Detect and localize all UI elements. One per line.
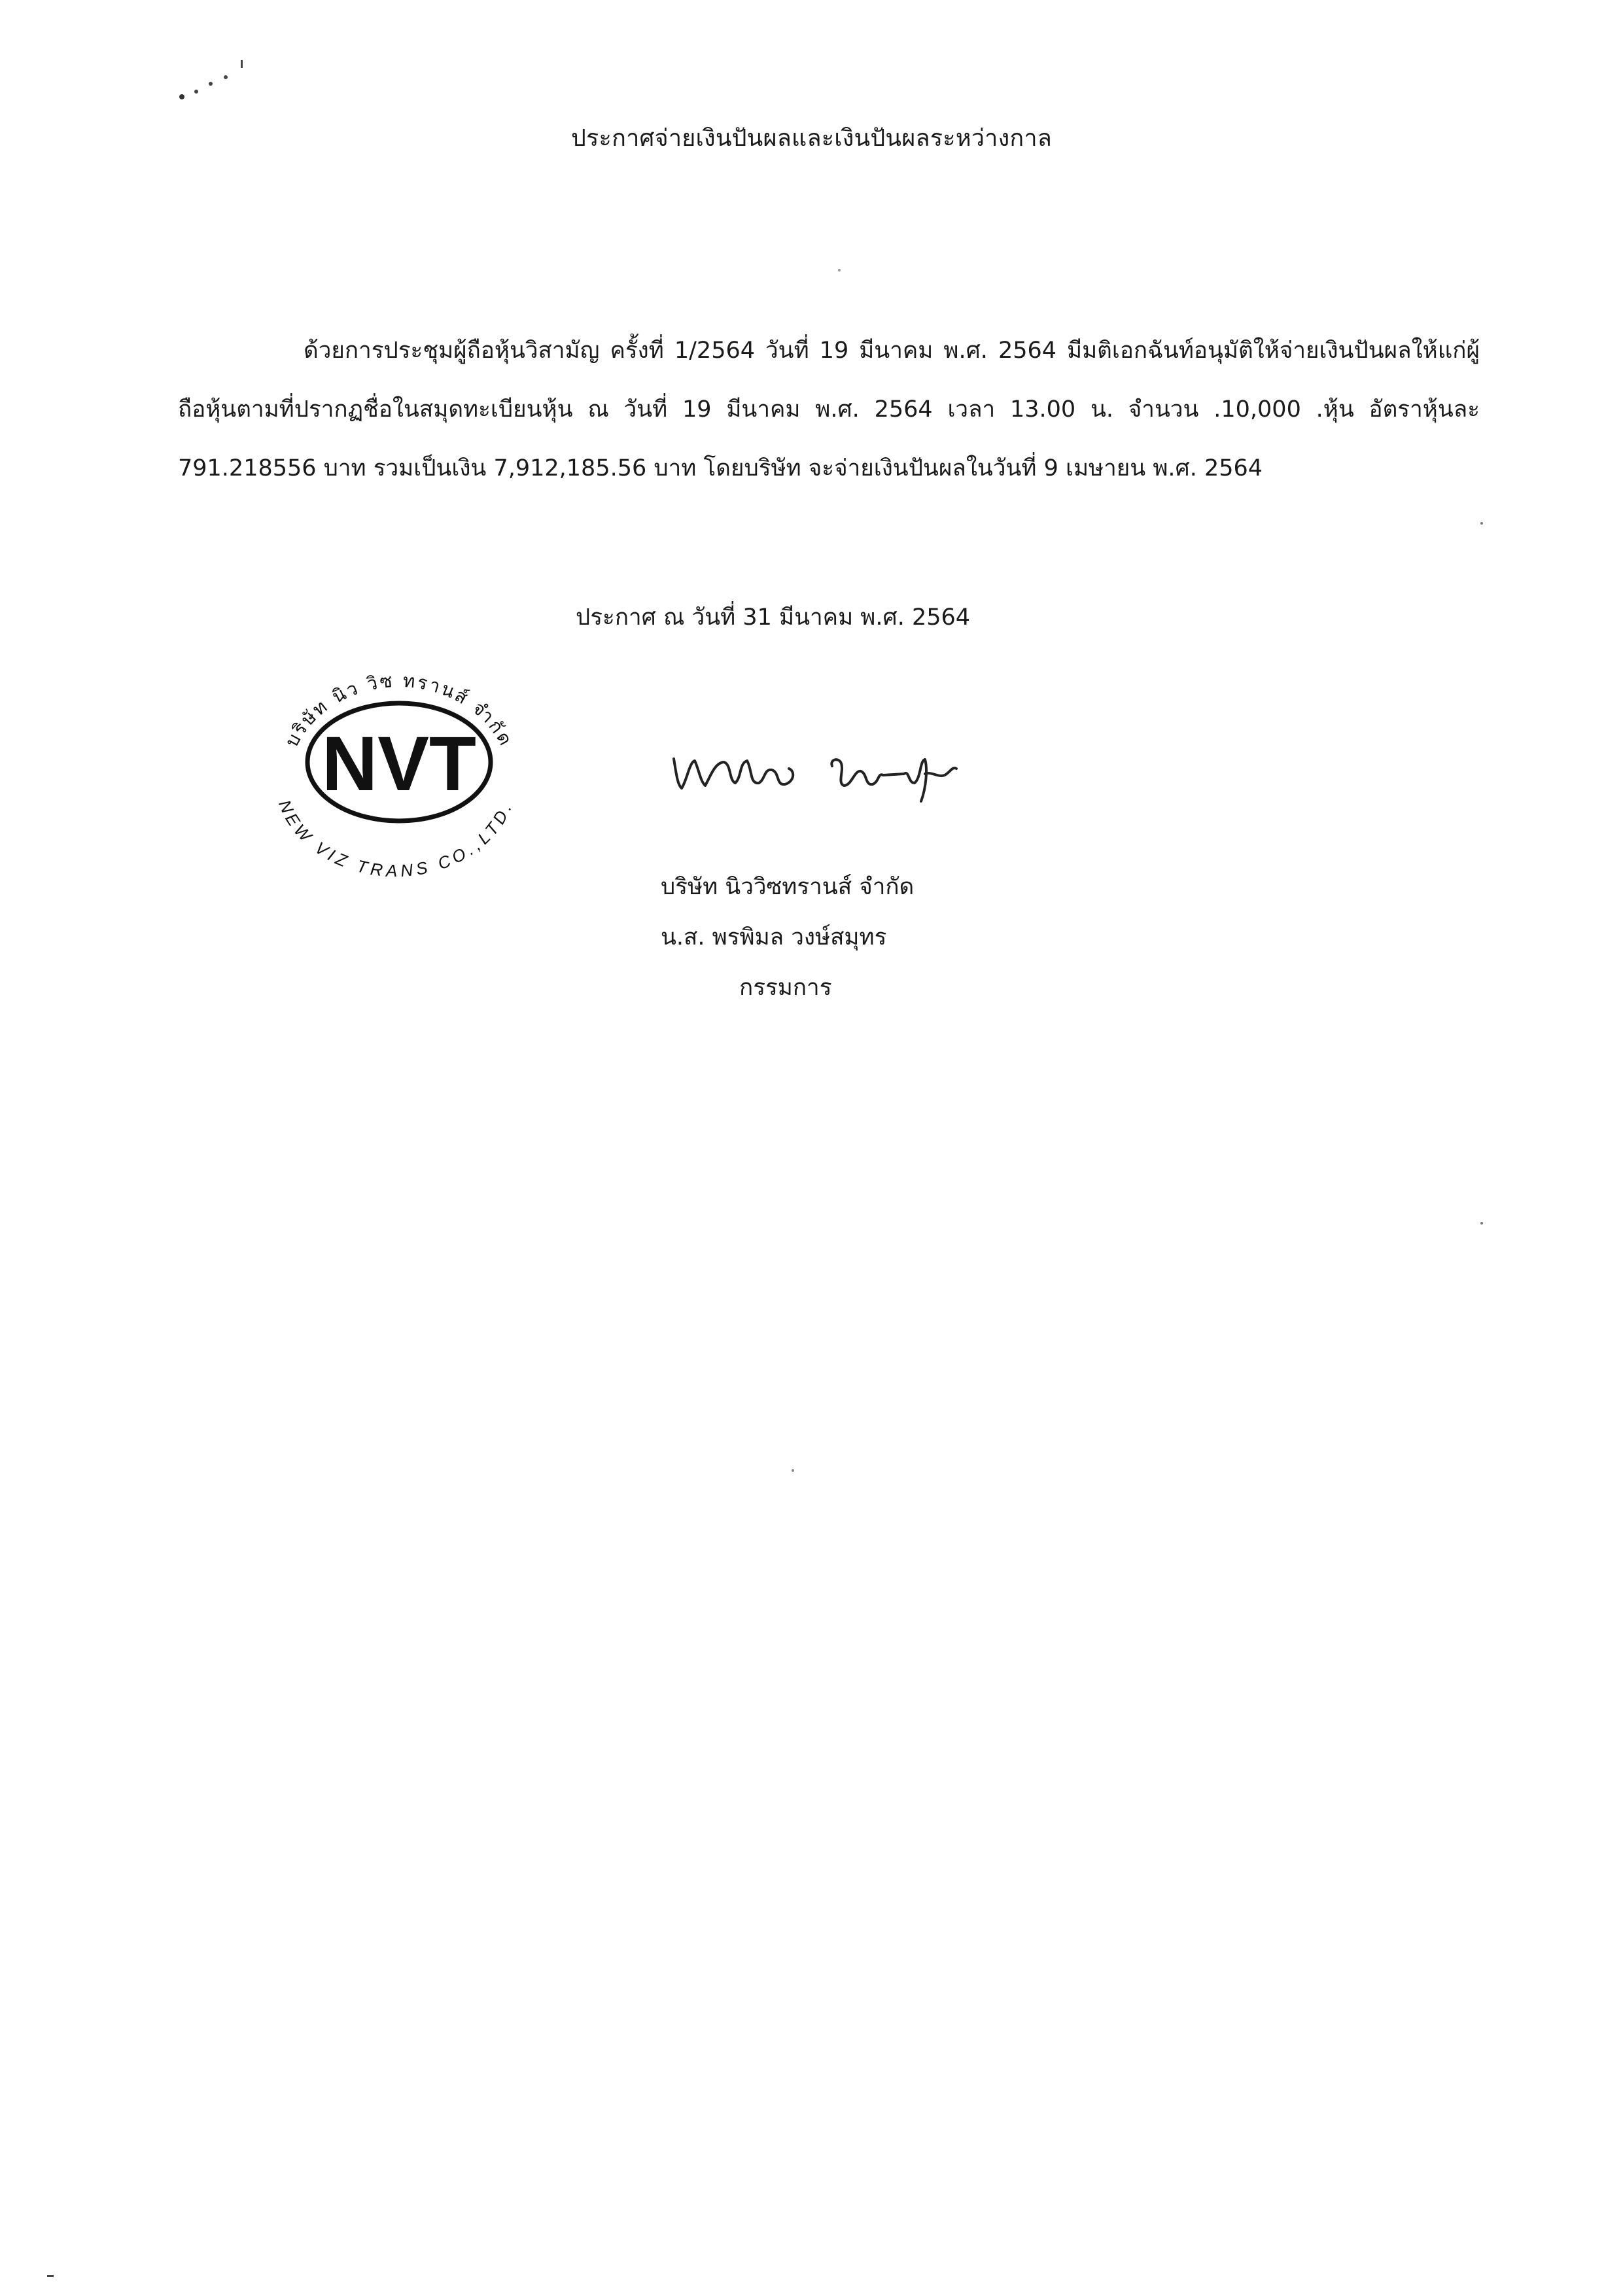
signatory-position: กรรมการ (739, 975, 832, 1001)
signature-block (661, 862, 914, 1013)
announcement-date: ประกาศ ณ วันที่ 31 มีนาคม พ.ศ. 2564 (576, 604, 971, 631)
svg-text:NEW VIZ TRANS CO.,LTD. (275, 797, 517, 880)
seal-bottom-arc-text: NEW VIZ TRANS CO.,LTD. (274, 797, 517, 881)
signatory-company: บริษัท นิววิซทรานส์ จำกัด (661, 874, 915, 900)
document-title: ประกาศจ่ายเงินปันผลและเงินปันผลระหว่างกาล (570, 125, 1053, 152)
handwritten-signature (661, 723, 968, 808)
seal-top-arc-text: บริษัท นิว วิซ ทรานส์ จำกัด (281, 669, 517, 751)
seal-center-text: NVT (322, 721, 476, 807)
announcement-body: ด้วยการประชุมผู้ถือหุ้นวิสามัญ ครั้งที่ 1/2564 วันที่ 19 มีนาคม พ.ศ. 2564 มีมติเอกฉันท์อนุมัติให้จ่ายเงินปันผลให้แก่ผู้ถือหุ้นตามที่ปรากฏชื่อในสมุดทะเบียนหุ้น ณ วันที่ 19 มีนาคม พ.ศ. 2564 เวลา 13.00 น. จำนวน .10,000 .หุ้น อัตราหุ้นละ 791.218556 บาท รวมเป็นเงิน 7,912,185.56 บาท โดยบริษัท จะจ่ายเงินปันผลในวันที่ 9 เมษายน พ.ศ. 2564 (178, 338, 1480, 481)
signatory-name: น.ส. พรพิมล วงษ์สมุทร (661, 924, 887, 950)
company-seal (249, 648, 543, 883)
